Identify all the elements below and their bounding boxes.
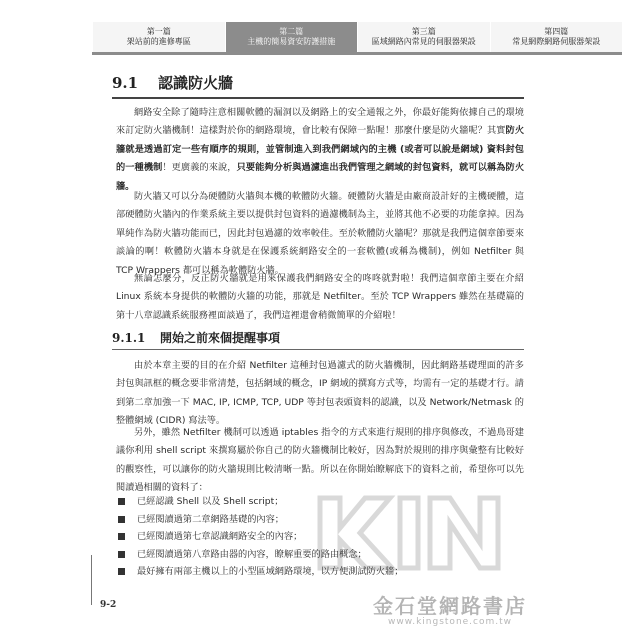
header-divider xyxy=(92,52,622,55)
tab-part-label: 第四篇 xyxy=(544,27,569,36)
paragraph-text: ！更廣義的來說， xyxy=(162,162,237,174)
tab-part-title: 架站前的進修專區 xyxy=(126,37,191,46)
watermark-brand: 金石堂網路書店 xyxy=(373,594,527,618)
tab-part-2 xyxy=(225,22,358,52)
tab-part-title: 主機的簡易資安防護措施 xyxy=(247,37,336,46)
section-heading xyxy=(112,72,524,99)
tab-part-label: 第二篇 xyxy=(279,27,304,36)
section-title: 認識防火牆 xyxy=(158,74,234,92)
tab-part-1 xyxy=(92,22,225,52)
tab-part-3 xyxy=(357,22,490,52)
list-item-text: 已經閱讀過第七章認識網路安全的內容； xyxy=(137,531,303,543)
chapter-tabs xyxy=(92,22,622,52)
square-bullet-icon xyxy=(118,568,125,575)
watermark-url: www.kingstone.com.tw xyxy=(387,617,513,627)
subsection-title: 開始之前來個提醒事項 xyxy=(160,331,281,345)
paragraph-shell-script: 另外，雖然 Netfilter 機制可以透過 iptables 指令的方式來進行規則的排序與修改，不過鳥哥建議你利用 shell script 來撰寫屬於你自己的防火牆機制比較好，因為對於規則的排序與彙整有比較好的觀察性，可以讓你的防火牆規則比較清晰一點。所以在你開始瞭解底下的資料之前，希望你可以先閱讀過相關的資料了： xyxy=(116,427,524,494)
section-number: 9.1 xyxy=(112,74,139,92)
watermark-logo-icon xyxy=(300,478,520,588)
tab-part-title: 區域網路內常見的伺服器架設 xyxy=(371,37,476,46)
emphasis-text: 防火牆就是透過訂定一些有順序的規則，並管制進入到我們網域內的主機 (或者可以說是網域) 資料封包的一種機制 xyxy=(116,125,525,174)
square-bullet-icon xyxy=(118,533,125,540)
section-rule xyxy=(112,97,524,99)
list-item-text: 已經閱讀過第八章路由器的內容，瞭解重要的路由概念； xyxy=(137,548,367,560)
emphasis-text: 只要能夠分析與過濾進出我們管理之網域的封包資料，就可以稱為防火牆。 xyxy=(116,162,525,192)
tab-part-label: 第一篇 xyxy=(146,27,171,36)
subsection-rule xyxy=(112,349,524,350)
tab-part-4 xyxy=(490,22,623,52)
square-bullet-icon xyxy=(118,551,125,558)
square-bullet-icon xyxy=(118,498,125,505)
tab-part-label: 第三篇 xyxy=(411,27,436,36)
paragraph-chapter-scope: 無論怎麼分，反正防火牆就是用來保護我們網路安全的咚咚就對啦！我們這個章節主要在介紹 Linux 系統本身提供的軟體防火牆的功能，那就是 Netfilter。至於 TCP Wrappers 雖然在基礎篇的第十八章認識系統服務裡面談過了，我們這裡還會稍微簡單的介紹啦！ xyxy=(116,273,524,321)
subsection-heading xyxy=(112,329,524,350)
margin-rule xyxy=(91,555,92,605)
paragraph-firewall-types: 防火牆又可以分為硬體防火牆與本機的軟體防火牆。硬體防火牆是由廠商設計好的主機硬體，這部硬體防火牆內的作業系統主要以提供封包資料的過濾機制為主，並將其他不必要的功能拿掉。因為單純作為防火牆功能而已，因此封包過濾的效率較佳。至於軟體防火牆呢？那就是我們這個章節要來談論的啊！軟體防火牆本身就是在保護系統網路安全的一套軟體(或稱為機制)，例如 Netfilter 與 TCP Wrappers 都可以稱為軟體防火牆。 xyxy=(116,191,524,276)
subsection-number: 9.1.1 xyxy=(112,331,146,345)
list-item-text: 已經認識 Shell 以及 Shell script； xyxy=(137,496,284,507)
paragraph-text: 網路安全除了隨時注意相關軟體的漏洞以及網路上的安全通報之外，你最好能夠依據自己的環境來訂定防火牆機制！這樣對於你的網路環境，會比較有保障一點喔！那麼什麼是防火牆呢？其實 xyxy=(116,107,524,137)
tab-part-title: 常見網際網路伺服器架設 xyxy=(512,37,601,46)
paragraph-prerequisites: 由於本章主要的目的在介紹 Netfilter 這種封包過濾式的防火牆機制，因此網路基礎理面的許多封包與訊框的概念要非常清楚，包括網域的概念，IP 網域的撰寫方式等，均需有一定的基礎才行。請到第二章加強一下 MAC, IP, ICMP, TCP, UDP 等封包表頭資料的認識，以及 Network/Netmask 的整體網域 (CIDR) 寫法等。 xyxy=(116,360,524,427)
list-item-text: 已經閱讀過第二章網路基礎的內容； xyxy=(137,513,284,525)
list-item-text: 最好擁有兩部主機以上的小型區域網路環境，以方便測試防火牆； xyxy=(137,566,404,578)
square-bullet-icon xyxy=(118,516,125,523)
paragraph-intro xyxy=(116,104,524,196)
page-number: 9-2 xyxy=(100,600,117,610)
